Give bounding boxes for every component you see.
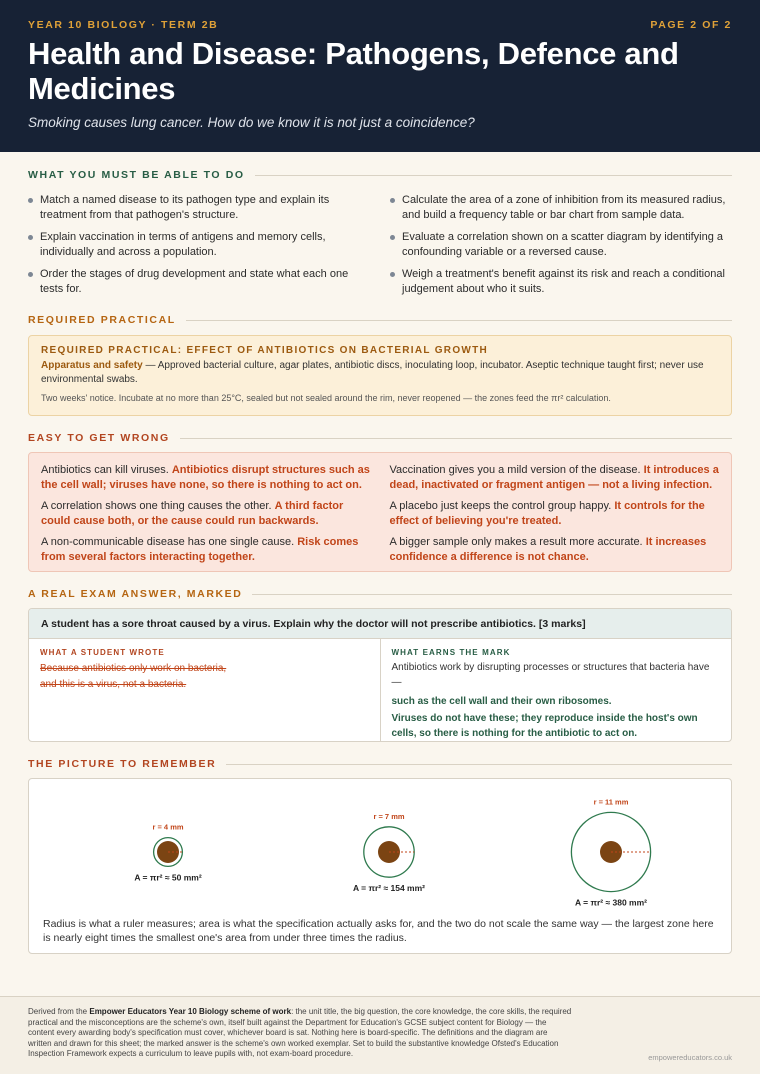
practical-heading: REQUIRED PRACTICAL <box>28 313 732 327</box>
misconception-wrong: A non-communicable disease has one single cause. <box>41 536 298 548</box>
misconception-fix: Risk comes from several factors interacting together. <box>41 536 359 563</box>
student-answer <box>29 639 380 742</box>
student-line: and this is a virus, not a bacteria. <box>40 679 187 690</box>
practical-box <box>28 335 732 416</box>
exam-heading: A REAL EXAM ANSWER, MARKED <box>28 587 732 601</box>
page-header <box>0 0 760 152</box>
misconception-fix: It introduces a dead, inactivated or fragment antigen — not a living infection. <box>389 464 719 491</box>
objectives-left <box>28 193 370 304</box>
objective-item: Explain vaccination in terms of antigens and memory cells, individually and across a population. <box>28 230 370 260</box>
apparatus-text: — Approved bacterial culture, agar plates, antibiotic discs, inoculating loop, incubator. Aseptic technique taught first; never use environmental swabs. <box>41 360 704 385</box>
inhibition-zone-diagram <box>28 778 732 954</box>
picture-heading: THE PICTURE TO REMEMBER <box>28 757 732 771</box>
footer-url: empowereducators.co.uk <box>648 1053 732 1062</box>
misconception-fix: It controls for the effect of believing you're treated. <box>389 500 705 527</box>
area-label: A = πr² ≈ 154 mm² <box>352 883 426 894</box>
area-label: A = πr² ≈ 50 mm² <box>134 872 202 883</box>
misconception-item <box>390 535 720 564</box>
practical-note: Two weeks' notice. Incubate at no more than 25°C, sealed but not sealed around the rim, never reopened — the zones feed the πr² calculation. <box>41 393 611 403</box>
misconception-item <box>41 499 371 528</box>
misconception-fix: Antibiotics disrupt structures such as the cell wall; viruses have none, so there is nothing to act on. <box>41 464 370 491</box>
misconception-fix: A third factor could cause both, or the cause could run backwards. <box>41 500 344 527</box>
practical-title: REQUIRED PRACTICAL: EFFECT OF ANTIBIOTICS ON BACTERIAL GROWTH <box>41 345 489 356</box>
course-kicker: YEAR 10 BIOLOGY · TERM 2B <box>28 19 219 31</box>
misconception-fix: It increases confidence a difference is not chance. <box>389 536 707 563</box>
model-answer <box>380 639 732 742</box>
misconception-wrong: A placebo just keeps the control group happy. <box>389 500 615 512</box>
objective-item: Evaluate a correlation shown on a scatter diagram by identifying a confounding variable or a reversed cause. <box>390 230 732 260</box>
footer-source: Empower Educators Year 10 Biology scheme of work <box>89 1007 292 1016</box>
mark-point: Viruses do not have these; they reproduce inside the host's own cells, so there is nothing for the antibiotic to act on. <box>391 713 698 739</box>
misconception-wrong: Antibiotics can kill viruses. <box>41 464 172 476</box>
area-label: A = πr² ≈ 380 mm² <box>574 897 648 908</box>
misconception-wrong: A bigger sample only makes a result more accurate. <box>389 536 646 548</box>
footer-text <box>28 1007 573 1060</box>
mark-label: WHAT EARNS THE MARK <box>391 648 511 657</box>
student-line: Because antibiotics only work on bacteria, <box>40 663 227 674</box>
objectives-heading: WHAT YOU MUST BE ABLE TO DO <box>28 168 732 182</box>
mark-intro: Antibiotics work by disrupting processes or structures that bacteria have — <box>391 662 710 688</box>
footer-body: : the unit title, the big question, the core knowledge, the core skills, the required practical and the misconceptions are the scheme's own, itself built against the Department for Education's GCSE subject content for Biology — the content every awarding body's specification must cover, whichever board is sat. Nothing here is board-specific. The definitions and the diagram are written and drawn for this sheet; the marked answer is the scheme's own worked exemplar. Set to build the substantive knowledge Ofsted's Education Inspection Framework expects a curriculum to leave pupils with, not exam-board procedure. <box>28 1007 572 1058</box>
objective-item: Order the stages of drug development and state what each one tests for. <box>28 267 370 297</box>
practical-apparatus <box>41 359 719 387</box>
radius-label: r = 7 mm <box>373 811 405 821</box>
footer-lead: Derived from the <box>28 1007 90 1016</box>
objectives-right <box>390 193 732 304</box>
misconception-item <box>390 499 720 528</box>
misconception-wrong: Vaccination gives you a mild version of the disease. <box>389 464 644 476</box>
objective-item: Match a named disease to its pathogen type and explain its treatment from that pathogen's structure. <box>28 193 370 223</box>
page-title: Health and Disease: Pathogens, Defence and Medicines <box>28 36 679 106</box>
apparatus-label: Apparatus and safety <box>41 360 143 371</box>
diagram-caption: Radius is what a ruler measures; area is what the specification actually asks for, and the two do not scale the same way — the largest zone here is nearly eight times the smallest one's area from under three times the radius. <box>43 918 714 944</box>
big-question: Smoking causes lung cancer. How do we know it is not just a coincidence? <box>28 115 475 130</box>
misconception-item <box>41 463 371 492</box>
mark-point: such as the cell wall and their own ribosomes. <box>391 696 612 707</box>
zones-svg <box>29 779 731 915</box>
radius-label: r = 4 mm <box>152 822 184 832</box>
misconception-item <box>390 463 720 492</box>
exam-answer-box <box>28 608 732 742</box>
objective-item: Weigh a treatment's benefit against its risk and reach a conditional judgement about who it suits. <box>390 267 732 297</box>
page-footer <box>0 996 760 1074</box>
page-number: PAGE 2 OF 2 <box>650 19 732 31</box>
misconceptions-heading: EASY TO GET WRONG <box>28 431 732 445</box>
objective-item: Calculate the area of a zone of inhibition from its measured radius, and build a frequency table or bar chart from sample data. <box>390 193 732 223</box>
student-label: WHAT A STUDENT WROTE <box>40 648 165 657</box>
misconceptions-box <box>28 452 732 572</box>
misconception-item <box>41 535 371 564</box>
misconception-wrong: A correlation shows one thing causes the other. <box>41 500 275 512</box>
radius-label: r = 11 mm <box>593 797 629 807</box>
exam-question: A student has a sore throat caused by a virus. Explain why the doctor will not prescribe antibiotics. [3 marks] <box>29 609 731 639</box>
objectives-list <box>28 193 732 304</box>
